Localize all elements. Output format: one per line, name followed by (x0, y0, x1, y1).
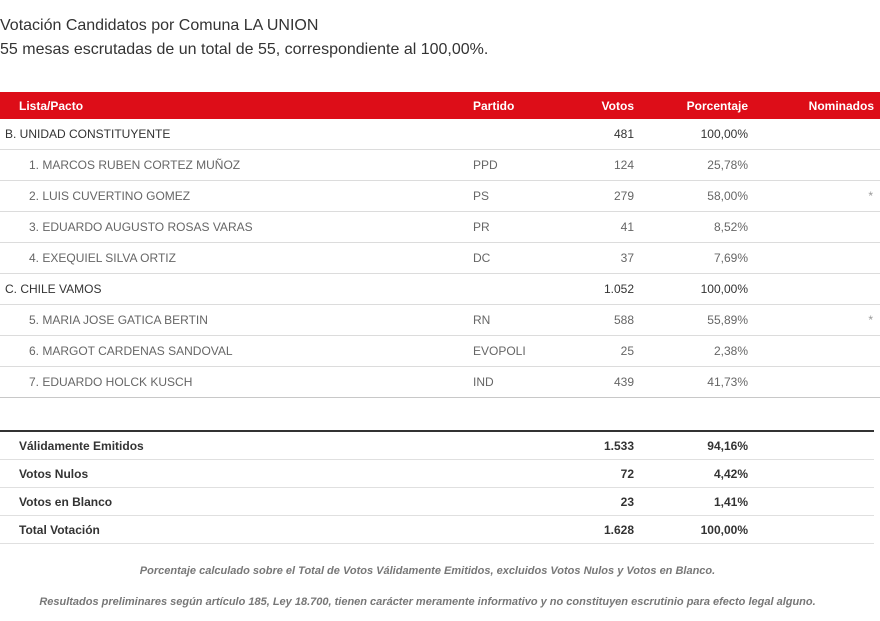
totals-label: Válidamente Emitidos (0, 431, 473, 460)
percentage: 41,73% (634, 367, 748, 398)
votes: 25 (573, 336, 634, 367)
column-header-porcentaje: Porcentaje (634, 92, 748, 119)
totals-row (0, 488, 874, 516)
percentage: 7,69% (634, 243, 748, 274)
percentage-footnote: Porcentaje calculado sobre el Total de Votos Válidamente Emitidos, excluidos Votos Nulos y Votos en Blanco. (139, 565, 716, 577)
pacto-name: C. CHILE VAMOS (0, 274, 473, 305)
votes: 37 (573, 243, 634, 274)
candidate-row (0, 305, 880, 336)
totals-table (0, 430, 874, 544)
candidate-name: 2. LUIS CUVERTINO GOMEZ (0, 181, 473, 212)
nominated-mark: * (748, 181, 880, 212)
votes: 279 (573, 181, 634, 212)
party: DC (473, 243, 573, 274)
totals-empty (473, 488, 573, 516)
nominated-mark (748, 336, 880, 367)
totals-empty (748, 516, 874, 544)
totals-votes: 72 (573, 460, 634, 488)
column-header-lista: Lista/Pacto (0, 92, 473, 119)
pacto-row (0, 119, 880, 150)
party: EVOPOLI (473, 336, 573, 367)
nominated-mark (748, 119, 880, 150)
candidate-row (0, 243, 880, 274)
nominated-mark (748, 212, 880, 243)
totals-empty (748, 431, 874, 460)
candidate-name: 3. EDUARDO AUGUSTO ROSAS VARAS (0, 212, 473, 243)
pacto-name: B. UNIDAD CONSTITUYENTE (0, 119, 473, 150)
nominated-mark (748, 243, 880, 274)
candidate-row (0, 367, 880, 398)
candidate-name: 1. MARCOS RUBEN CORTEZ MUÑOZ (0, 150, 473, 181)
page-title: Votación Candidatos por Comuna LA UNION (0, 17, 319, 34)
nominated-mark (748, 150, 880, 181)
candidate-row (0, 181, 880, 212)
votes: 41 (573, 212, 634, 243)
totals-empty (473, 460, 573, 488)
party: PR (473, 212, 573, 243)
page-subtitle: 55 mesas escrutadas de un total de 55, correspondiente al 100,00%. (0, 41, 489, 58)
nominated-mark (748, 367, 880, 398)
party (473, 119, 573, 150)
percentage: 100,00% (634, 274, 748, 305)
totals-votes: 1.533 (573, 431, 634, 460)
candidate-row (0, 150, 880, 181)
page-header (0, 15, 488, 60)
totals-percentage: 94,16% (634, 431, 748, 460)
votes: 588 (573, 305, 634, 336)
totals-empty (748, 488, 874, 516)
votes: 481 (573, 119, 634, 150)
candidate-row (0, 212, 880, 243)
percentage: 8,52% (634, 212, 748, 243)
totals-empty (473, 431, 573, 460)
totals-row (0, 431, 874, 460)
totals-row (0, 460, 874, 488)
totals-label: Total Votación (0, 516, 473, 544)
percentage: 58,00% (634, 181, 748, 212)
percentage: 100,00% (634, 119, 748, 150)
candidate-row (0, 336, 880, 367)
percentage: 2,38% (634, 336, 748, 367)
percentage: 55,89% (634, 305, 748, 336)
candidate-name: 5. MARIA JOSE GATICA BERTIN (0, 305, 473, 336)
totals-percentage: 4,42% (634, 460, 748, 488)
totals-votes: 23 (573, 488, 634, 516)
votes: 439 (573, 367, 634, 398)
votes: 1.052 (573, 274, 634, 305)
totals-empty (473, 516, 573, 544)
nominated-mark (748, 274, 880, 305)
party (473, 274, 573, 305)
party: IND (473, 367, 573, 398)
totals-empty (748, 460, 874, 488)
totals-percentage: 100,00% (634, 516, 748, 544)
party: RN (473, 305, 573, 336)
totals-row (0, 516, 874, 544)
column-header-votos: Votos (573, 92, 634, 119)
results-table (0, 92, 880, 398)
totals-label: Votos en Blanco (0, 488, 473, 516)
party: PPD (473, 150, 573, 181)
candidate-name: 4. EXEQUIEL SILVA ORTIZ (0, 243, 473, 274)
column-header-nominados: Nominados (748, 92, 880, 119)
candidate-name: 7. EDUARDO HOLCK KUSCH (0, 367, 473, 398)
column-header-partido: Partido (473, 92, 573, 119)
totals-label: Votos Nulos (0, 460, 473, 488)
votes: 124 (573, 150, 634, 181)
legal-footnote: Resultados preliminares según artículo 185, Ley 18.700, tienen carácter meramente informativo y no constituyen escrutinio para efecto legal alguno. (39, 596, 816, 608)
results-header-row (0, 92, 880, 119)
nominated-mark: * (748, 305, 880, 336)
percentage: 25,78% (634, 150, 748, 181)
totals-percentage: 1,41% (634, 488, 748, 516)
party: PS (473, 181, 573, 212)
candidate-name: 6. MARGOT CARDENAS SANDOVAL (0, 336, 473, 367)
pacto-row (0, 274, 880, 305)
totals-votes: 1.628 (573, 516, 634, 544)
